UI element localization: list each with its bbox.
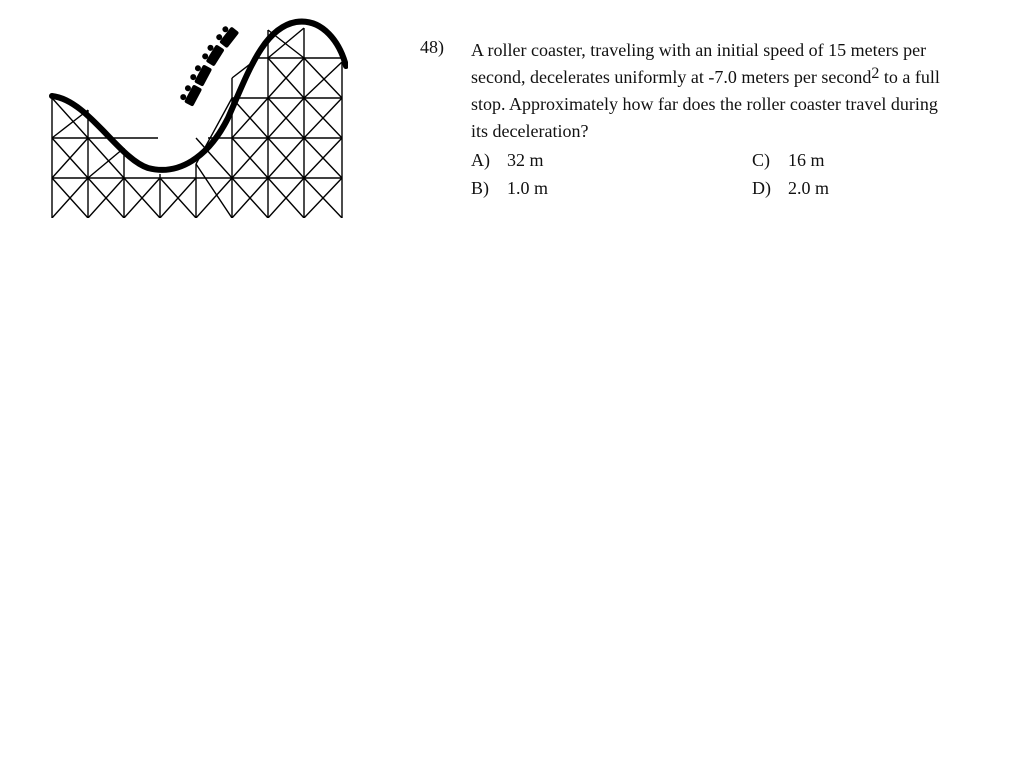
choice-c[interactable] xyxy=(752,150,825,171)
choice-d[interactable] xyxy=(752,178,829,199)
choice-letter: D) xyxy=(752,178,771,198)
choice-value: 1.0 m xyxy=(507,178,549,198)
choice-value: 16 m xyxy=(788,150,825,170)
question-line: A roller coaster, traveling with an initial speed of 15 meters per xyxy=(471,40,927,60)
question-line-text: to a full xyxy=(879,67,940,87)
roller-coaster-icon xyxy=(48,18,348,218)
choice-a[interactable] xyxy=(471,150,544,171)
choice-b[interactable] xyxy=(471,178,548,199)
exponent: 2 xyxy=(871,65,880,82)
choice-value: 32 m xyxy=(507,150,544,170)
question-text xyxy=(471,37,971,145)
question-line xyxy=(471,64,971,91)
choice-letter: B) xyxy=(471,178,489,198)
choice-letter: C) xyxy=(752,150,770,170)
question-line: stop. Approximately how far does the roller coaster travel during xyxy=(471,94,938,114)
question-number: 48) xyxy=(420,37,444,57)
choice-letter: A) xyxy=(471,150,490,170)
choice-value: 2.0 m xyxy=(788,178,830,198)
question-line-text: second, decelerates uniformly at -7.0 meters per second xyxy=(471,67,872,87)
question-line: its deceleration? xyxy=(471,121,589,141)
